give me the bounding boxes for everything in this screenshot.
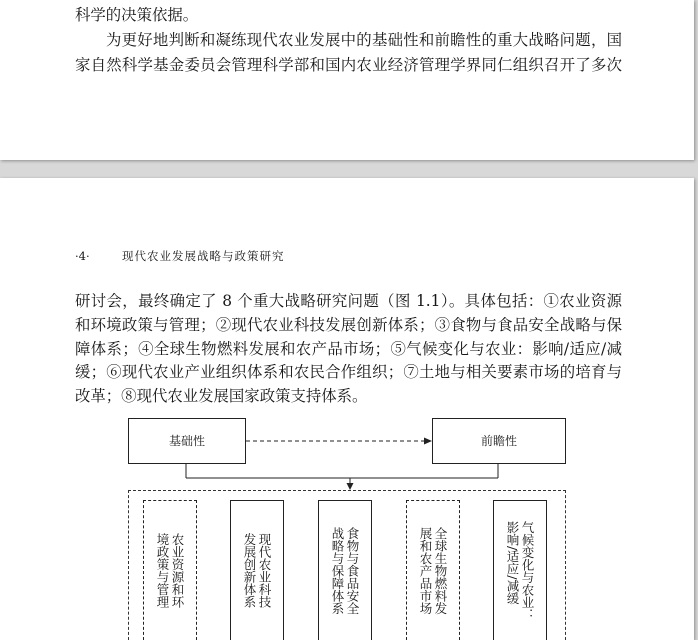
figure-topic-column: 食物与食品安全 <box>345 526 360 615</box>
figure-topic-column: 气候变化与农业： <box>520 520 535 621</box>
paragraph-line: 研讨会，最终确定了 8 个重大战略研究问题（图 1.1）。具体包括：①农业资源 <box>75 292 622 310</box>
page-number: ·4· <box>75 249 90 263</box>
current-page <box>0 178 694 640</box>
paragraph-line: 和环境政策与管理；②现代农业科技发展创新体系；③食物与食品安全战略与保 <box>75 315 622 334</box>
dashed-arrow-head <box>424 438 432 445</box>
figure-topic-text <box>418 527 448 615</box>
figure-topic-box <box>493 500 547 640</box>
paragraph-line: 家自然科学基金委员会管理科学部和国内农业经济管理学界同仁组织召开了多次 <box>75 56 622 74</box>
figure-topic-column: 全球生物燃料发 <box>433 526 448 615</box>
paragraph-line: 障体系；④全球生物燃料发展和农产品市场；⑤气候变化与农业：影响/适应/减 <box>75 339 622 358</box>
figure-topic-box <box>230 500 284 640</box>
figure-box-forward-label: 前瞻性 <box>480 434 517 448</box>
figure-box-basic <box>128 418 246 464</box>
figure-topic-box <box>406 500 460 640</box>
figure-topic-text <box>155 533 185 608</box>
running-header <box>75 249 285 263</box>
connector-arrow-head <box>347 483 354 490</box>
figure-topic-text <box>505 521 535 621</box>
paragraph-line: 改革；⑧现代农业发展国家政策支持体系。 <box>75 387 368 405</box>
paragraph-line: 缓；⑥现代农业产业组织体系和农民合作组织；⑦土地与相关要素市场的培育与 <box>75 363 622 382</box>
paragraph-line: 科学的决策依据。 <box>75 6 199 24</box>
figure-topic-column: 战略与保障体系 <box>330 526 345 615</box>
figure-topic-column: 展和农产品市场 <box>418 526 433 615</box>
previous-page-paragraph <box>75 3 622 78</box>
figure-topic-column: 现代农业科技 <box>257 533 272 608</box>
figure-topic-column: 影响/适应/减缓 <box>505 520 520 604</box>
current-page-paragraph <box>75 290 622 409</box>
figure-topic-box <box>143 500 197 640</box>
figure-topic-text <box>242 533 272 608</box>
figure-box-forward <box>432 418 566 464</box>
figure-topic-column: 发展创新体系 <box>242 533 257 608</box>
running-title: 现代农业发展战略与政策研究 <box>122 249 285 263</box>
figure-topic-text <box>330 527 360 615</box>
figure-topic-box <box>318 500 372 640</box>
paragraph-line: 为更好地判断和凝练现代农业发展中的基础性和前瞻性的重大战略问题，国 <box>106 31 622 49</box>
figure-topic-column: 境政策与管理 <box>155 533 170 608</box>
figure-topic-column: 农业资源和环 <box>170 533 185 608</box>
figure-box-basic-label: 基础性 <box>168 434 205 448</box>
previous-page <box>0 0 694 160</box>
